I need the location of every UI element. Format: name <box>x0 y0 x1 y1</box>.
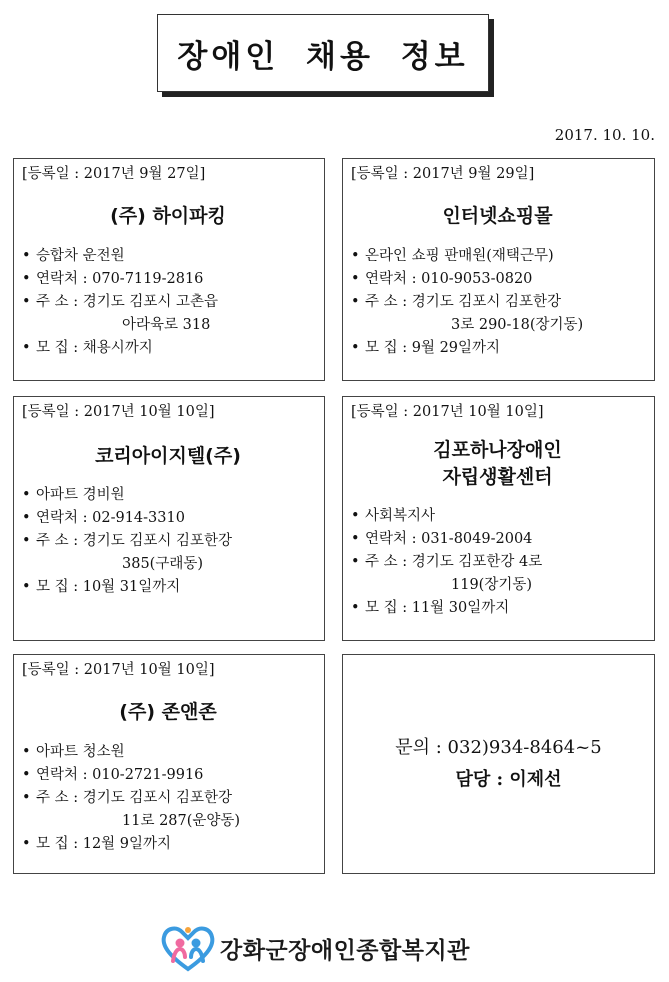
address-continued: 385(구래동) <box>122 556 204 572</box>
job-details <box>22 741 314 856</box>
address: • 주 소 : 경기도 김포시 김포한강 <box>22 530 314 553</box>
inquiry-box <box>342 654 655 874</box>
bullet-icon: • <box>351 508 360 524</box>
bullet-icon: • <box>22 510 31 526</box>
recruit-deadline: • 모 집 : 채용시까지 <box>22 337 314 360</box>
contact-number: • 연락처 : 031-8049-2004 <box>351 528 644 551</box>
bullet-icon: • <box>351 600 360 616</box>
registration-date: [등록일 : 2017년 10월 10일] <box>22 404 215 420</box>
address-continued: 119(장기동) <box>451 577 533 593</box>
inquiry-phone: 문의 : 032)934-8464~5 <box>395 737 602 758</box>
job-title: • 사회복지사 <box>351 505 644 528</box>
job-details <box>351 245 644 360</box>
footer <box>158 918 518 978</box>
job-title: • 승합차 운전원 <box>22 245 314 268</box>
bullet-icon: • <box>22 744 31 760</box>
bullet-icon: • <box>351 531 360 547</box>
bullet-icon: • <box>351 554 360 570</box>
address-continued: 11로 287(운양동) <box>122 813 241 829</box>
company-name: 인터넷쇼핑몰 <box>442 205 553 227</box>
bullet-icon: • <box>22 340 31 356</box>
job-card-4 <box>342 396 655 641</box>
organization-name: 강화군장애인종합복지관 <box>220 937 470 964</box>
bullet-icon: • <box>22 836 31 852</box>
bullet-icon: • <box>351 294 360 310</box>
job-card-1 <box>13 158 325 381</box>
job-title: • 아파트 경비원 <box>22 484 314 507</box>
job-details <box>22 484 314 599</box>
contact-number: • 연락처 : 010-9053-0820 <box>351 268 644 291</box>
recruit-deadline: • 모 집 : 12월 9일까지 <box>22 833 314 856</box>
recruit-deadline: • 모 집 : 10월 31일까지 <box>22 576 314 599</box>
job-card-5 <box>13 654 325 874</box>
issue-date: 2017. 10. 10. <box>554 126 655 144</box>
job-details <box>22 245 314 360</box>
bullet-icon: • <box>22 790 31 806</box>
title-box <box>157 14 489 92</box>
contact-number: • 연락처 : 070-7119-2816 <box>22 268 314 291</box>
registration-date: [등록일 : 2017년 10월 10일] <box>351 404 544 420</box>
contact-number: • 연락처 : 02-914-3310 <box>22 507 314 530</box>
inquiry-manager: 담당 : 이제선 <box>455 769 562 790</box>
job-card-3 <box>13 396 325 641</box>
address: • 주 소 : 경기도 김포한강 4로 <box>351 551 644 574</box>
page-title: 장애인 채용 정보 <box>177 38 469 75</box>
job-card-2 <box>342 158 655 381</box>
bullet-icon: • <box>351 248 360 264</box>
address: • 주 소 : 경기도 김포시 김포한강 <box>351 291 644 314</box>
company-name: (주) 존앤존 <box>119 701 217 723</box>
registration-date: [등록일 : 2017년 9월 27일] <box>22 166 206 182</box>
address: • 주 소 : 경기도 김포시 고촌읍 <box>22 291 314 314</box>
job-title: • 아파트 청소원 <box>22 741 314 764</box>
company-name-line-2: 자립생활센터 <box>442 466 553 488</box>
registration-date: [등록일 : 2017년 9월 29일] <box>351 166 535 182</box>
bullet-icon: • <box>22 271 31 287</box>
bullet-icon: • <box>22 294 31 310</box>
address-continued: 아라육로 318 <box>122 317 211 333</box>
recruit-deadline: • 모 집 : 9월 29일까지 <box>351 337 644 360</box>
job-title: • 온라인 쇼핑 판매원(재택근무) <box>351 245 644 268</box>
company-name-line-1: 김포하나장애인 <box>433 439 562 461</box>
bullet-icon: • <box>22 487 31 503</box>
registration-date: [등록일 : 2017년 10월 10일] <box>22 662 215 678</box>
bullet-icon: • <box>22 248 31 264</box>
bullet-icon: • <box>22 579 31 595</box>
bullet-icon: • <box>351 340 360 356</box>
job-details <box>351 505 644 620</box>
address: • 주 소 : 경기도 김포시 김포한강 <box>22 787 314 810</box>
heart-people-logo-icon <box>158 923 218 973</box>
company-name <box>351 437 644 491</box>
bullet-icon: • <box>351 271 360 287</box>
contact-number: • 연락처 : 010-2721-9916 <box>22 764 314 787</box>
bullet-icon: • <box>22 533 31 549</box>
recruit-deadline: • 모 집 : 11월 30일까지 <box>351 597 644 620</box>
bullet-icon: • <box>22 767 31 783</box>
company-name: (주) 하이파킹 <box>110 205 226 227</box>
company-name: 코리아이지텔(주) <box>95 445 241 467</box>
address-continued: 3로 290-18(장기동) <box>451 317 584 333</box>
